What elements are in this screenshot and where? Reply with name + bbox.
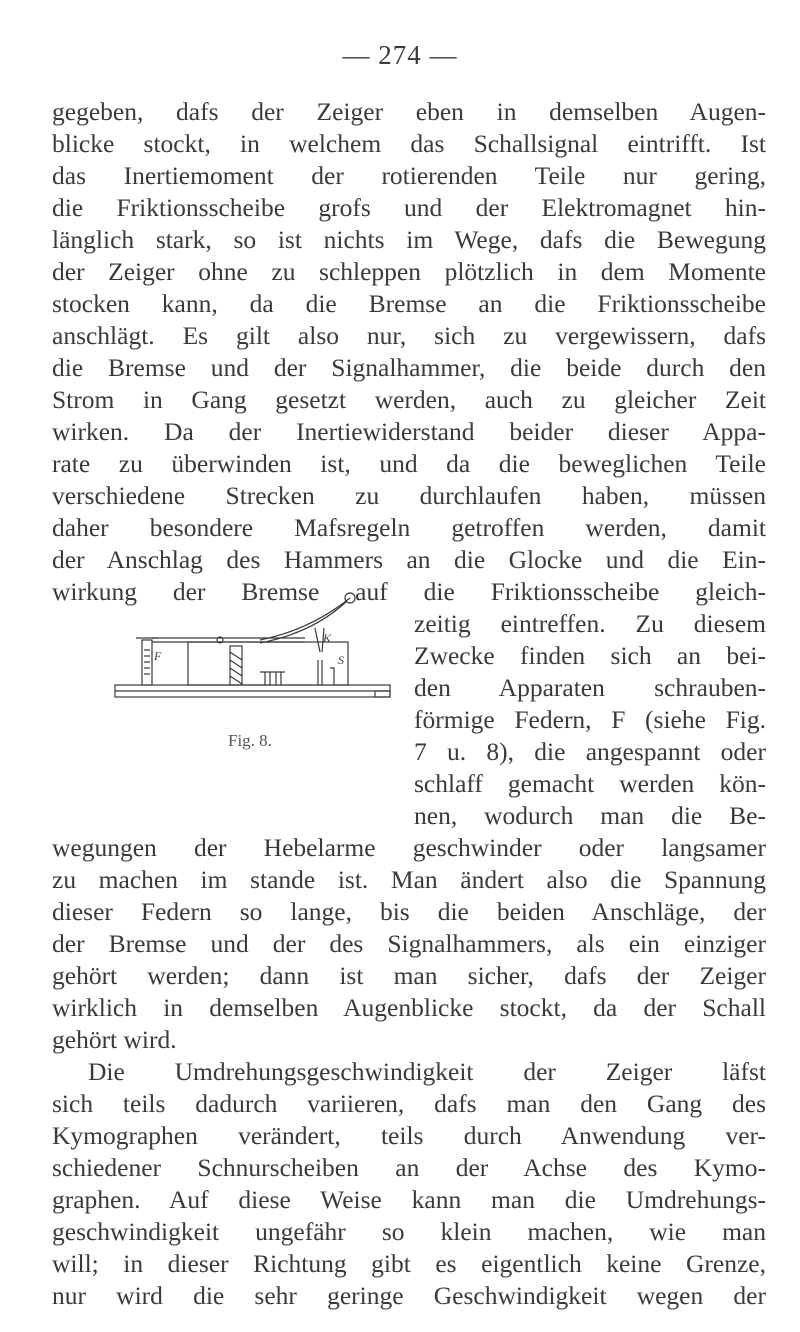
s-spring bbox=[318, 660, 322, 685]
text-line: das Inertiemoment der rotierenden Teile nur gering, bbox=[52, 161, 766, 190]
label-f: F bbox=[154, 649, 162, 663]
text-line: dieser Federn so lange, bis die beiden Anschläge, der bbox=[52, 897, 766, 926]
text-line: blicke stockt, in welchem das Schallsignal eintrifft. Ist bbox=[52, 129, 766, 158]
text-line: der Anschlag des Hammers an die Glocke und die Ein- bbox=[52, 545, 766, 574]
spring-f bbox=[144, 650, 150, 674]
text-line: schiedener Schnurscheiben an der Achse des Kymo- bbox=[52, 1153, 766, 1182]
text-line: stocken kann, da die Bremse an die Friktionsscheibe bbox=[52, 289, 766, 318]
text-line: daher besondere Mafsregeln getroffen werden, damit bbox=[52, 513, 766, 542]
text-line-last: gehört wird. bbox=[52, 1025, 177, 1054]
text-line-wrapped: den Apparaten schrauben- bbox=[414, 673, 766, 702]
text-line: anschlägt. Es gilt also nur, sich zu vergewissern, dafs bbox=[52, 321, 766, 350]
text-line-wrapped: förmige Federn, F (siehe Fig. bbox=[414, 705, 766, 734]
text-line: graphen. Auf diese Weise kann man die Umdrehungs- bbox=[52, 1185, 766, 1214]
text-line: nur wird die sehr geringe Geschwindigkeit wegen der bbox=[52, 1281, 766, 1310]
figure-8 bbox=[110, 590, 400, 730]
text-line: wegungen der Hebelarme geschwinder oder langsamer bbox=[52, 833, 766, 862]
text-line-wrapped: schlaff gemacht werden kön- bbox=[414, 769, 766, 798]
coil-hatch bbox=[230, 652, 242, 684]
text-line-wrapped: zeitig eintreffen. Zu diesem bbox=[414, 609, 766, 638]
text-line-wrapped: Zwecke finden sich an bei- bbox=[414, 641, 766, 670]
text-line: rate zu überwinden ist, und da die beweglichen Teile bbox=[52, 449, 766, 478]
text-line: Strom in Gang gesetzt werden, auch zu gleicher Zeit bbox=[52, 385, 766, 414]
text-line: gehört werden; dann ist man sicher, dafs der Zeiger bbox=[52, 961, 766, 990]
right-foot bbox=[375, 691, 390, 697]
text-line: die Bremse und der Signalhammer, die beide durch den bbox=[52, 353, 766, 382]
paragraph-start-line: Die Umdrehungsgeschwindigkeit der Zeiger läfst bbox=[88, 1057, 766, 1086]
text-line: wirken. Da der Inertiewiderstand beider dieser Appa- bbox=[52, 417, 766, 446]
text-line: wirkung der Bremse auf die Friktionsscheibe gleich- bbox=[52, 577, 766, 606]
frame bbox=[188, 642, 348, 685]
text-line: will; in dieser Richtung gibt es eigentlich keine Grenze, bbox=[52, 1249, 766, 1278]
text-line-wrapped: nen, wodurch man die Be- bbox=[414, 801, 766, 830]
text-line: sich teils dadurch variieren, dafs man den Gang des bbox=[52, 1089, 766, 1118]
text-line: der Bremse und der des Signalhammers, als ein einziger bbox=[52, 929, 766, 958]
figure-8-drawing bbox=[110, 590, 400, 730]
text-line: Kymographen verändert, teils durch Anwendung ver- bbox=[52, 1121, 766, 1150]
page-number: — 274 — bbox=[342, 40, 458, 70]
text-line: wirklich in demselben Augenblicke stockt, da der Schall bbox=[52, 993, 766, 1022]
feet bbox=[260, 672, 285, 685]
text-line: geschwindigkeit ungefähr so klein machen, wie man bbox=[52, 1217, 766, 1246]
brake-lever bbox=[260, 598, 350, 640]
figure-caption: Fig. 8. bbox=[228, 731, 272, 750]
label-k: K bbox=[323, 631, 332, 645]
text-line: gegeben, dafs der Zeiger eben in demselben Augen- bbox=[52, 97, 766, 126]
text-line: der Zeiger ohne zu schleppen plötzlich in dem Momente bbox=[52, 257, 766, 286]
text-line: die Friktionsscheibe grofs und der Elektromagnet hin- bbox=[52, 193, 766, 222]
text-line-wrapped: 7 u. 8), die angespannt oder bbox=[414, 737, 766, 766]
s-bracket bbox=[330, 668, 334, 685]
text-line: verschiedene Strecken zu durchlaufen haben, müssen bbox=[52, 481, 766, 510]
coil bbox=[230, 646, 242, 685]
text-line: länglich stark, so ist nichts im Wege, dafs die Bewegung bbox=[52, 225, 766, 254]
label-s: S bbox=[338, 653, 344, 667]
text-line: zu machen im stande ist. Man ändert also die Spannung bbox=[52, 865, 766, 894]
